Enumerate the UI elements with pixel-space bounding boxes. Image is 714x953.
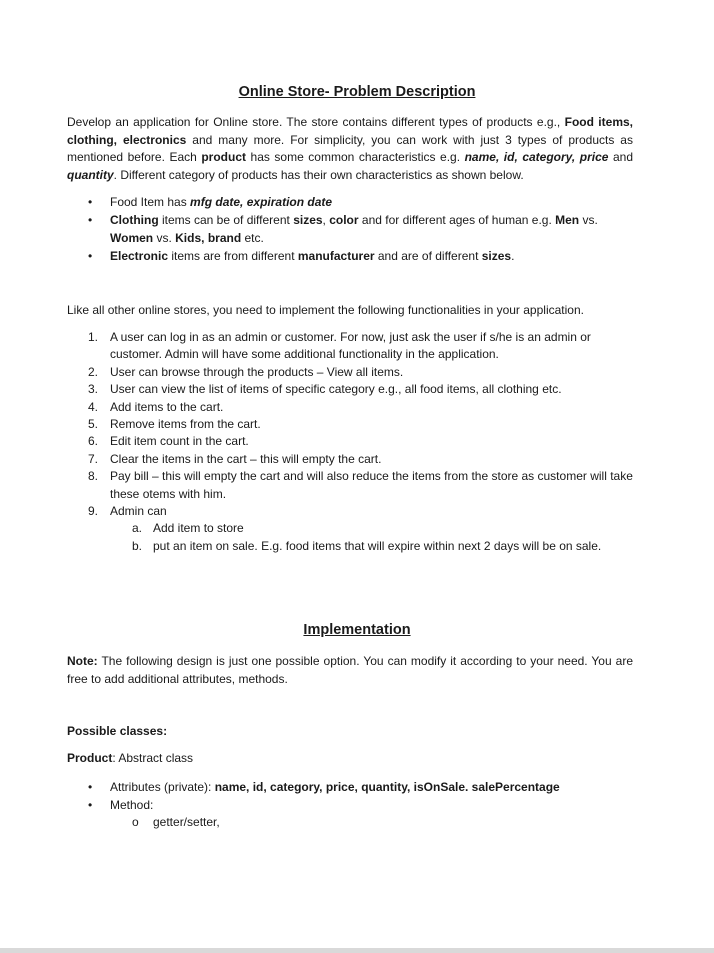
admin-sublist xyxy=(132,520,633,555)
circle-bullet-icon: o xyxy=(132,815,139,829)
intro-bold-products: Food items, clothing, electronics xyxy=(67,115,633,147)
list-item-text: Remove items from the cart. xyxy=(110,417,261,432)
note-paragraph xyxy=(67,653,633,688)
list-item xyxy=(88,468,633,503)
list-item-text: Add item to store xyxy=(153,521,244,536)
intro-paragraph xyxy=(67,114,633,184)
list-item-text: Method: xyxy=(110,797,154,812)
list-item xyxy=(132,520,633,537)
list-item xyxy=(88,451,633,468)
list-item-text: , xyxy=(322,213,330,227)
list-item-emphasis: Men xyxy=(555,213,580,227)
list-item-text: Edit item count in the cart. xyxy=(110,434,249,449)
bullet-icon: • xyxy=(88,249,93,263)
list-item xyxy=(88,364,633,381)
functionalities-intro: Like all other online stores, you need to implement the following functionalities in your application. xyxy=(67,303,584,317)
list-item-text: and for different ages of human e.g. xyxy=(358,213,556,227)
list-item-text: Clear the items in the cart – this will empty the cart. xyxy=(110,451,382,466)
list-item-emphasis: Clothing xyxy=(110,213,159,227)
product-text: : Abstract class xyxy=(112,751,194,765)
list-item xyxy=(132,814,636,832)
list-item-text: User can browse through the products – View all items. xyxy=(110,364,404,379)
bullet-icon: • xyxy=(88,195,93,209)
list-item-emphasis: sizes xyxy=(293,213,323,227)
category-list xyxy=(88,193,636,265)
intro-characteristics: name, id, category, price xyxy=(464,150,609,164)
list-item-emphasis: manufacturer xyxy=(297,249,375,263)
functionality-list xyxy=(88,329,633,555)
list-item-text: items are from different xyxy=(168,249,298,263)
list-item-text: vs. xyxy=(579,213,598,227)
list-number: 9. xyxy=(88,504,99,519)
page-title: Online Store- Problem Description xyxy=(238,84,476,100)
list-item-emphasis: sizes xyxy=(481,249,512,263)
product-class-line xyxy=(67,751,193,765)
list-letter: a. xyxy=(132,521,143,536)
list-item-text: getter/setter, xyxy=(153,815,220,829)
list-number: 4. xyxy=(88,399,99,414)
note-text: The following design is just one possible option. You can modify it according to your need. You are free to add additional attributes, methods. xyxy=(67,654,633,686)
list-item-text: Food Item has xyxy=(110,195,191,209)
possible-classes-heading xyxy=(67,724,167,738)
list-item xyxy=(88,503,633,555)
list-item-text: . xyxy=(511,249,515,263)
intro-text-4: and xyxy=(608,150,634,164)
list-item xyxy=(88,211,636,247)
list-item-text: and are of different xyxy=(374,249,482,263)
product-label: Product xyxy=(67,751,113,765)
list-number: 5. xyxy=(88,417,99,432)
list-item-emphasis: name, id, category, price, quantity, isOnSale. salePercentage xyxy=(214,780,560,794)
method-sublist xyxy=(132,814,636,832)
page-bottom-edge xyxy=(0,948,714,953)
intro-bold-product: product xyxy=(201,150,247,164)
bullet-icon: • xyxy=(88,797,93,812)
list-item-emphasis: mfg date, expiration date xyxy=(190,195,333,209)
implementation-heading: Implementation xyxy=(303,622,411,638)
list-item xyxy=(88,247,636,265)
list-number: 6. xyxy=(88,434,99,449)
list-item-text: Pay bill – this will empty the cart and will also reduce the items from the store as customer will take these otems with him. xyxy=(110,469,633,501)
list-number: 1. xyxy=(88,330,99,344)
list-item xyxy=(88,329,633,364)
list-item-emphasis: Kids, brand xyxy=(175,231,242,245)
list-item-emphasis: Electronic xyxy=(110,249,169,263)
list-number: 8. xyxy=(88,469,99,484)
list-item xyxy=(88,381,633,398)
list-item-emphasis: color xyxy=(329,213,359,227)
intro-text-1: Develop an application for Online store. The store contains different types of products e.g., xyxy=(67,115,565,129)
intro-text-3: has some common characteristics e.g. xyxy=(246,150,465,164)
list-item-text: vs. xyxy=(153,231,176,245)
intro-text-5: . Different category of products has their own characteristics as shown below. xyxy=(113,167,524,182)
list-item-emphasis: Women xyxy=(110,231,154,245)
list-item xyxy=(88,193,636,211)
list-item-text: Add items to the cart. xyxy=(110,399,224,414)
list-item-text: User can view the list of items of specific category e.g., all food items, all clothing etc. xyxy=(110,382,562,397)
list-item-text: Attributes (private): xyxy=(110,780,215,794)
list-letter: b. xyxy=(132,538,143,553)
list-item xyxy=(88,416,633,433)
heading-text: Possible classes: xyxy=(67,724,168,738)
intro-quantity: quantity xyxy=(67,167,114,182)
list-item xyxy=(88,779,636,797)
list-item xyxy=(132,538,633,555)
list-item-text: A user can log in as an admin or customer. For now, just ask the user if s/he is an admin or customer. Admin will have some additional functionality in the application. xyxy=(110,330,591,362)
note-label: Note: xyxy=(67,654,98,668)
list-number: 2. xyxy=(88,364,99,379)
list-item-text: items can be of different xyxy=(158,213,294,227)
bullet-icon: • xyxy=(88,780,93,794)
list-item xyxy=(88,797,636,832)
list-item-text: etc. xyxy=(241,231,264,245)
list-item xyxy=(88,399,633,416)
list-item-text: put an item on sale. E.g. food items that will expire within next 2 days will be on sale. xyxy=(153,538,602,553)
list-item xyxy=(88,433,633,450)
bullet-icon: • xyxy=(88,213,93,227)
product-detail-list xyxy=(88,779,636,832)
intro-text-2: and many more. For simplicity, you can work with just 3 types of products as mentioned before. Each xyxy=(67,132,633,164)
list-number: 7. xyxy=(88,451,99,466)
list-number: 3. xyxy=(88,382,99,397)
list-item-text: Admin can xyxy=(110,504,167,519)
